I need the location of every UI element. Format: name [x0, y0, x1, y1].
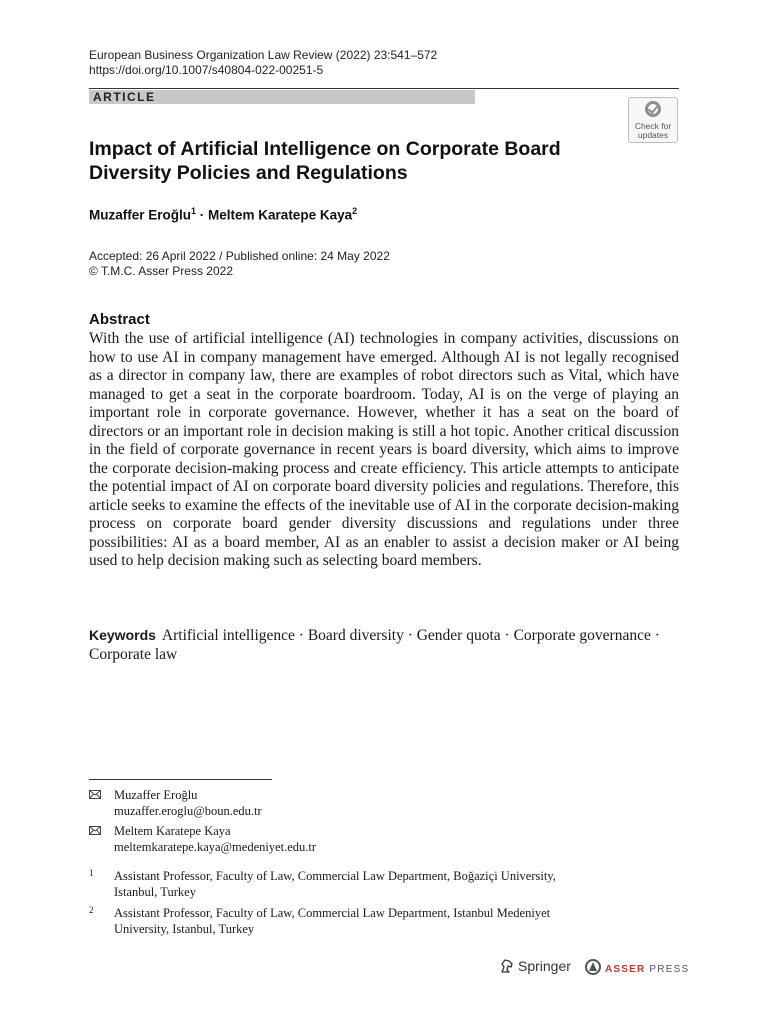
contact-name: Meltem Karatepe Kaya [114, 824, 231, 838]
author-name[interactable]: Muzaffer Eroğlu [89, 207, 192, 223]
contact-email[interactable]: muzaffer.eroglu@boun.edu.tr [114, 804, 262, 818]
check-updates-text: Check for updates [634, 121, 672, 140]
contact-name: Muzaffer Eroğlu [114, 788, 198, 802]
affiliation-number: 2 [89, 905, 94, 915]
check-for-updates-badge[interactable] [628, 97, 678, 143]
abstract-heading: Abstract [89, 311, 150, 328]
article-type-bar: ARTICLE [89, 90, 475, 104]
press-wordmark: PRESS [645, 964, 690, 975]
asser-press-logo[interactable] [584, 958, 689, 976]
publication-info [89, 249, 390, 279]
affiliation: 1 Assistant Professor, Faculty of Law, Commercial Law Department, Boğaziçi University, Istanbul, Turkey [89, 868, 649, 900]
springer-wordmark: Springer [518, 958, 571, 974]
affiliation: 2 Assistant Professor, Faculty of Law, Commercial Law Department, Istanbul Medeniyet University, Istanbul, Turkey [89, 905, 649, 937]
envelope-icon [89, 790, 101, 799]
doi-link[interactable]: https://doi.org/10.1007/s40804-022-00251-5 [89, 63, 324, 77]
envelope-icon [89, 826, 101, 835]
asser-icon [584, 958, 602, 976]
author-affiliation-mark: 1 [191, 206, 197, 216]
keywords [89, 626, 679, 664]
journal-line: European Business Organization Law Review (2022) 23:541–572 [89, 48, 438, 62]
asser-wordmark: ASSER [605, 964, 646, 975]
abstract-text: With the use of artificial intelligence (AI) technologies in company activities, discussions on how to use AI in company management have emerged. Although AI is not legally recognised as a director in company law, there are examples of robot directors such as Vital, which have managed to get a seat in the corporate boardroom. Today, AI is on the verge of playing an important role in corporate governance. However, whether it has a seat on the board of directors or an important role in decision making is still a hot topic. Another critical discussion in the field of corporate governance in recent years is board diversity, which aims to improve the corporate decision-making process and create efficiency. This article attempts to anticipate the potential impact of AI on corporate board diversity policies and regulations. Therefore, this article seeks to examine the effects of the inevitable use of AI in the corporate decision-making process on corporate board gender diversity discussions and regulations under three possibilities: AI as a board member, AI as an enabler to assist a decision maker or AI being used to help decision making such as selecting board members. [89, 330, 679, 569]
author-affiliation-mark: 2 [352, 206, 358, 216]
springer-horse-icon [499, 958, 515, 974]
paper-title: Impact of Artificial Intelligence on Corporate Board Diversity Policies and Regulations [89, 138, 561, 184]
affiliation-number: 1 [89, 868, 94, 878]
copyright: © T.M.C. Asser Press 2022 [89, 264, 234, 278]
journal-citation [89, 48, 437, 78]
publication-dates: Accepted: 26 April 2022 / Published online: 24 May 2022 [89, 249, 390, 263]
author-list [89, 206, 357, 223]
contact-entry [89, 787, 262, 819]
author-separator: · [196, 207, 209, 223]
check-updates-icon [645, 101, 661, 117]
contact-entry [89, 823, 316, 855]
contact-email[interactable]: meltemkaratepe.kaya@medeniyet.edu.tr [114, 840, 317, 854]
footnote-rule [89, 779, 272, 780]
keywords-label: Keywords [89, 627, 156, 643]
keywords-text: Artificial intelligence · Board diversity · Gender quota · Corporate governance · Corporate law [89, 627, 660, 663]
author-name[interactable]: Meltem Karatepe Kaya [208, 207, 353, 223]
springer-logo[interactable] [499, 958, 571, 974]
header-rule [89, 88, 679, 89]
